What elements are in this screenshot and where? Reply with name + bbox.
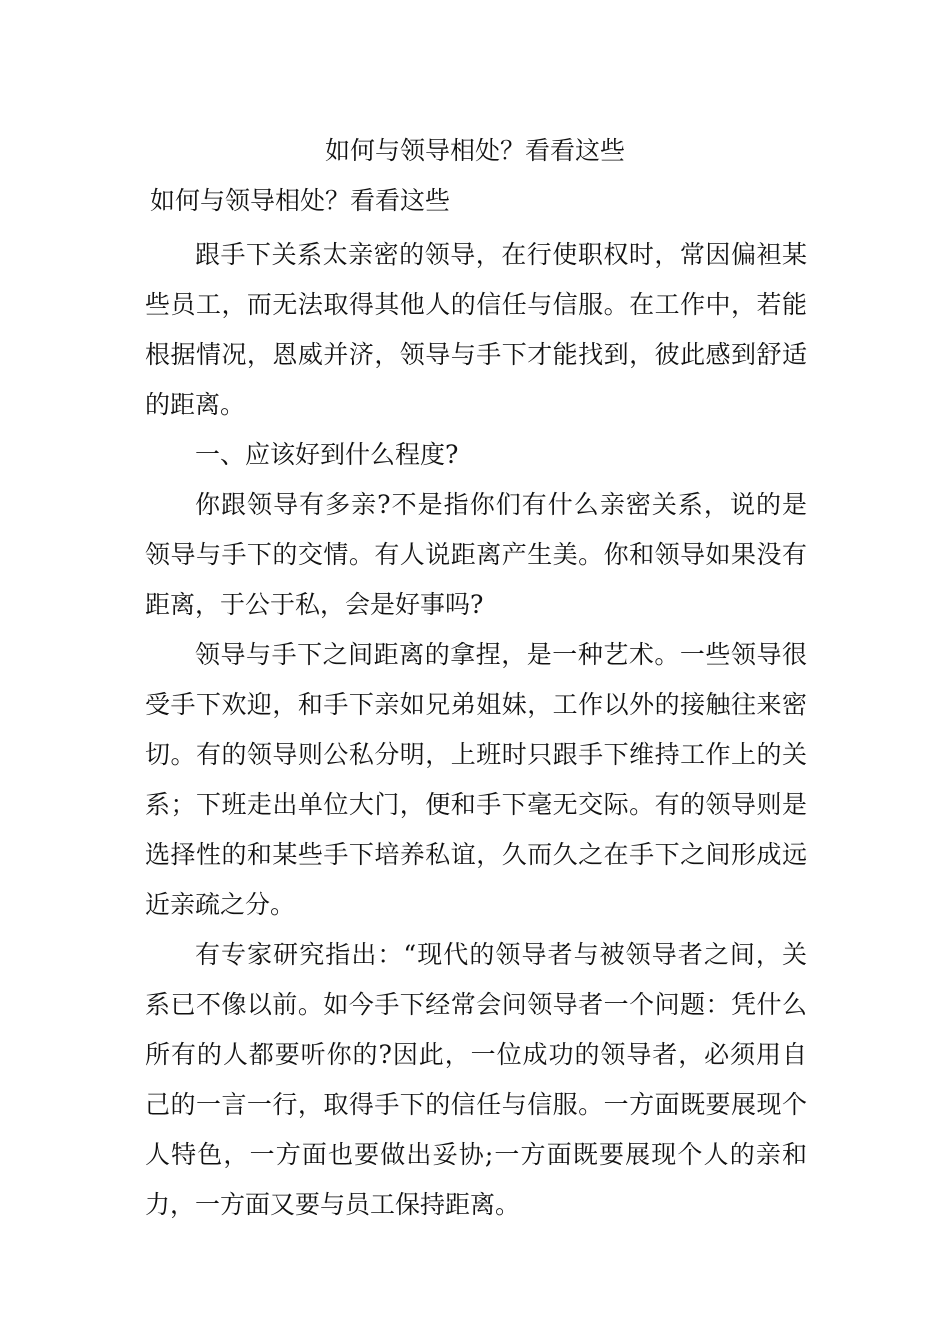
section-heading-1: 一、应该好到什么程度? (195, 440, 459, 469)
paragraph-expert-quote: 有专家研究指出：“现代的领导者与被领导者之间，关系已不像以前。如今手下经常会问领导者一个问题：凭什么所有的人都要听你的?因此，一位成功的领导者，必须用自己的一言一行，取得手下的信任与信服。一方面既要展现个人特色，一方面也要做出妥协;一方面既要展现个人的亲和力，一方面又要与员工保持距离。 (145, 940, 807, 1219)
paragraph-closeness: 你跟领导有多亲?不是指你们有什么亲密关系，说的是领导与手下的交情。有人说距离产生美。你和领导如果没有距离，于公于私，会是好事吗? (145, 490, 807, 619)
paragraph-distance-art: 领导与手下之间距离的拿捏，是一种艺术。一些领导很受手下欢迎，和手下亲如兄弟姐妹，工作以外的接触往来密切。有的领导则公私分明，上班时只跟手下维持工作上的关系；下班走出单位大门，便和手下毫无交际。有的领导则是选择性的和某些手下培养私谊，久而久之在手下之间形成远近亲疏之分。 (145, 640, 807, 919)
document-subtitle: 如何与领导相处？看看这些 (150, 186, 451, 215)
document-body (145, 230, 807, 1230)
document-title: 如何与领导相处？看看这些 (324, 136, 625, 165)
paragraph-intro: 跟手下关系太亲密的领导，在行使职权时，常因偏袒某些员工，而无法取得其他人的信任与信服。在工作中，若能根据情况，恩威并济，领导与手下才能找到，彼此感到舒适的距离。 (145, 240, 807, 419)
